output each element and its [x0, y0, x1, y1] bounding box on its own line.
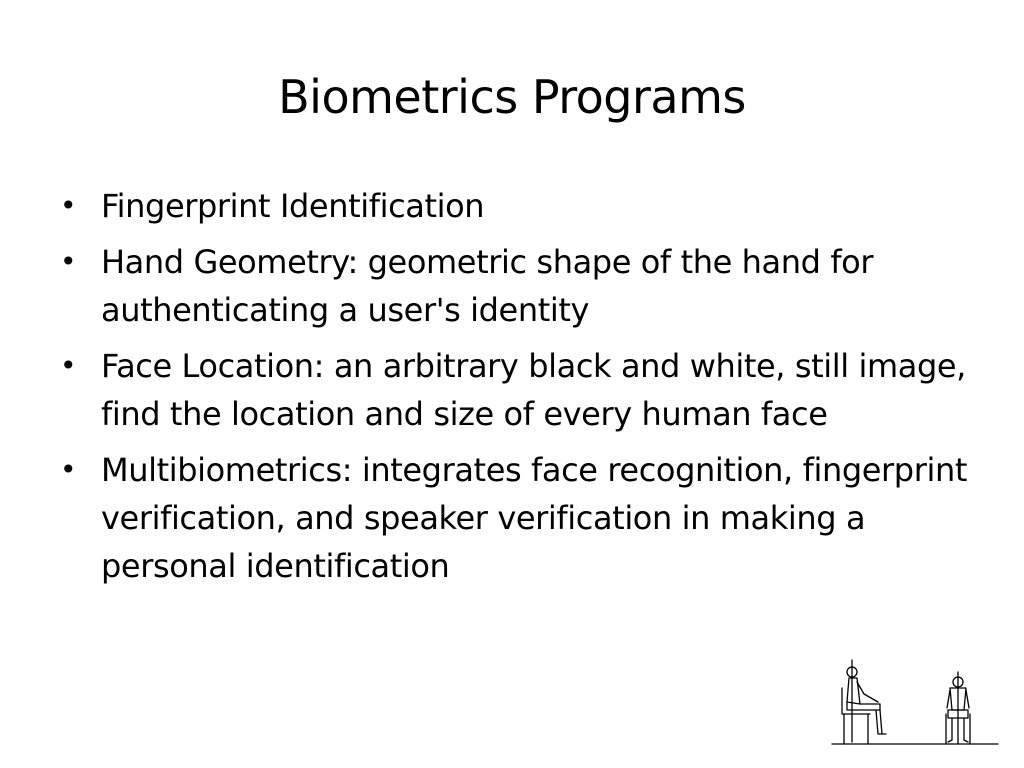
bullet-text: Face Location: an arbitrary black and white, still image, find the location and size of every human face: [101, 347, 966, 433]
seated-and-standing-figures-icon: [830, 658, 1000, 750]
bullet-text: Multibiometrics: integrates face recognition, fingerprint verification, and speaker verification in making a personal identification: [101, 451, 967, 585]
bullet-item: [54, 342, 994, 438]
bullet-item: [54, 182, 994, 230]
bullet-dot-icon: •: [60, 349, 77, 382]
bullet-item: [54, 238, 994, 334]
bullet-list: [54, 182, 994, 598]
bullet-item: [54, 446, 994, 590]
slide-title: Biometrics Programs: [278, 70, 746, 124]
bullet-text: Hand Geometry: geometric shape of the hand for authenticating a user's identity: [101, 243, 874, 329]
bullet-dot-icon: •: [60, 245, 77, 278]
bullet-dot-icon: •: [60, 189, 77, 222]
bullet-dot-icon: •: [60, 453, 77, 486]
bullet-text: Fingerprint Identification: [101, 187, 485, 225]
